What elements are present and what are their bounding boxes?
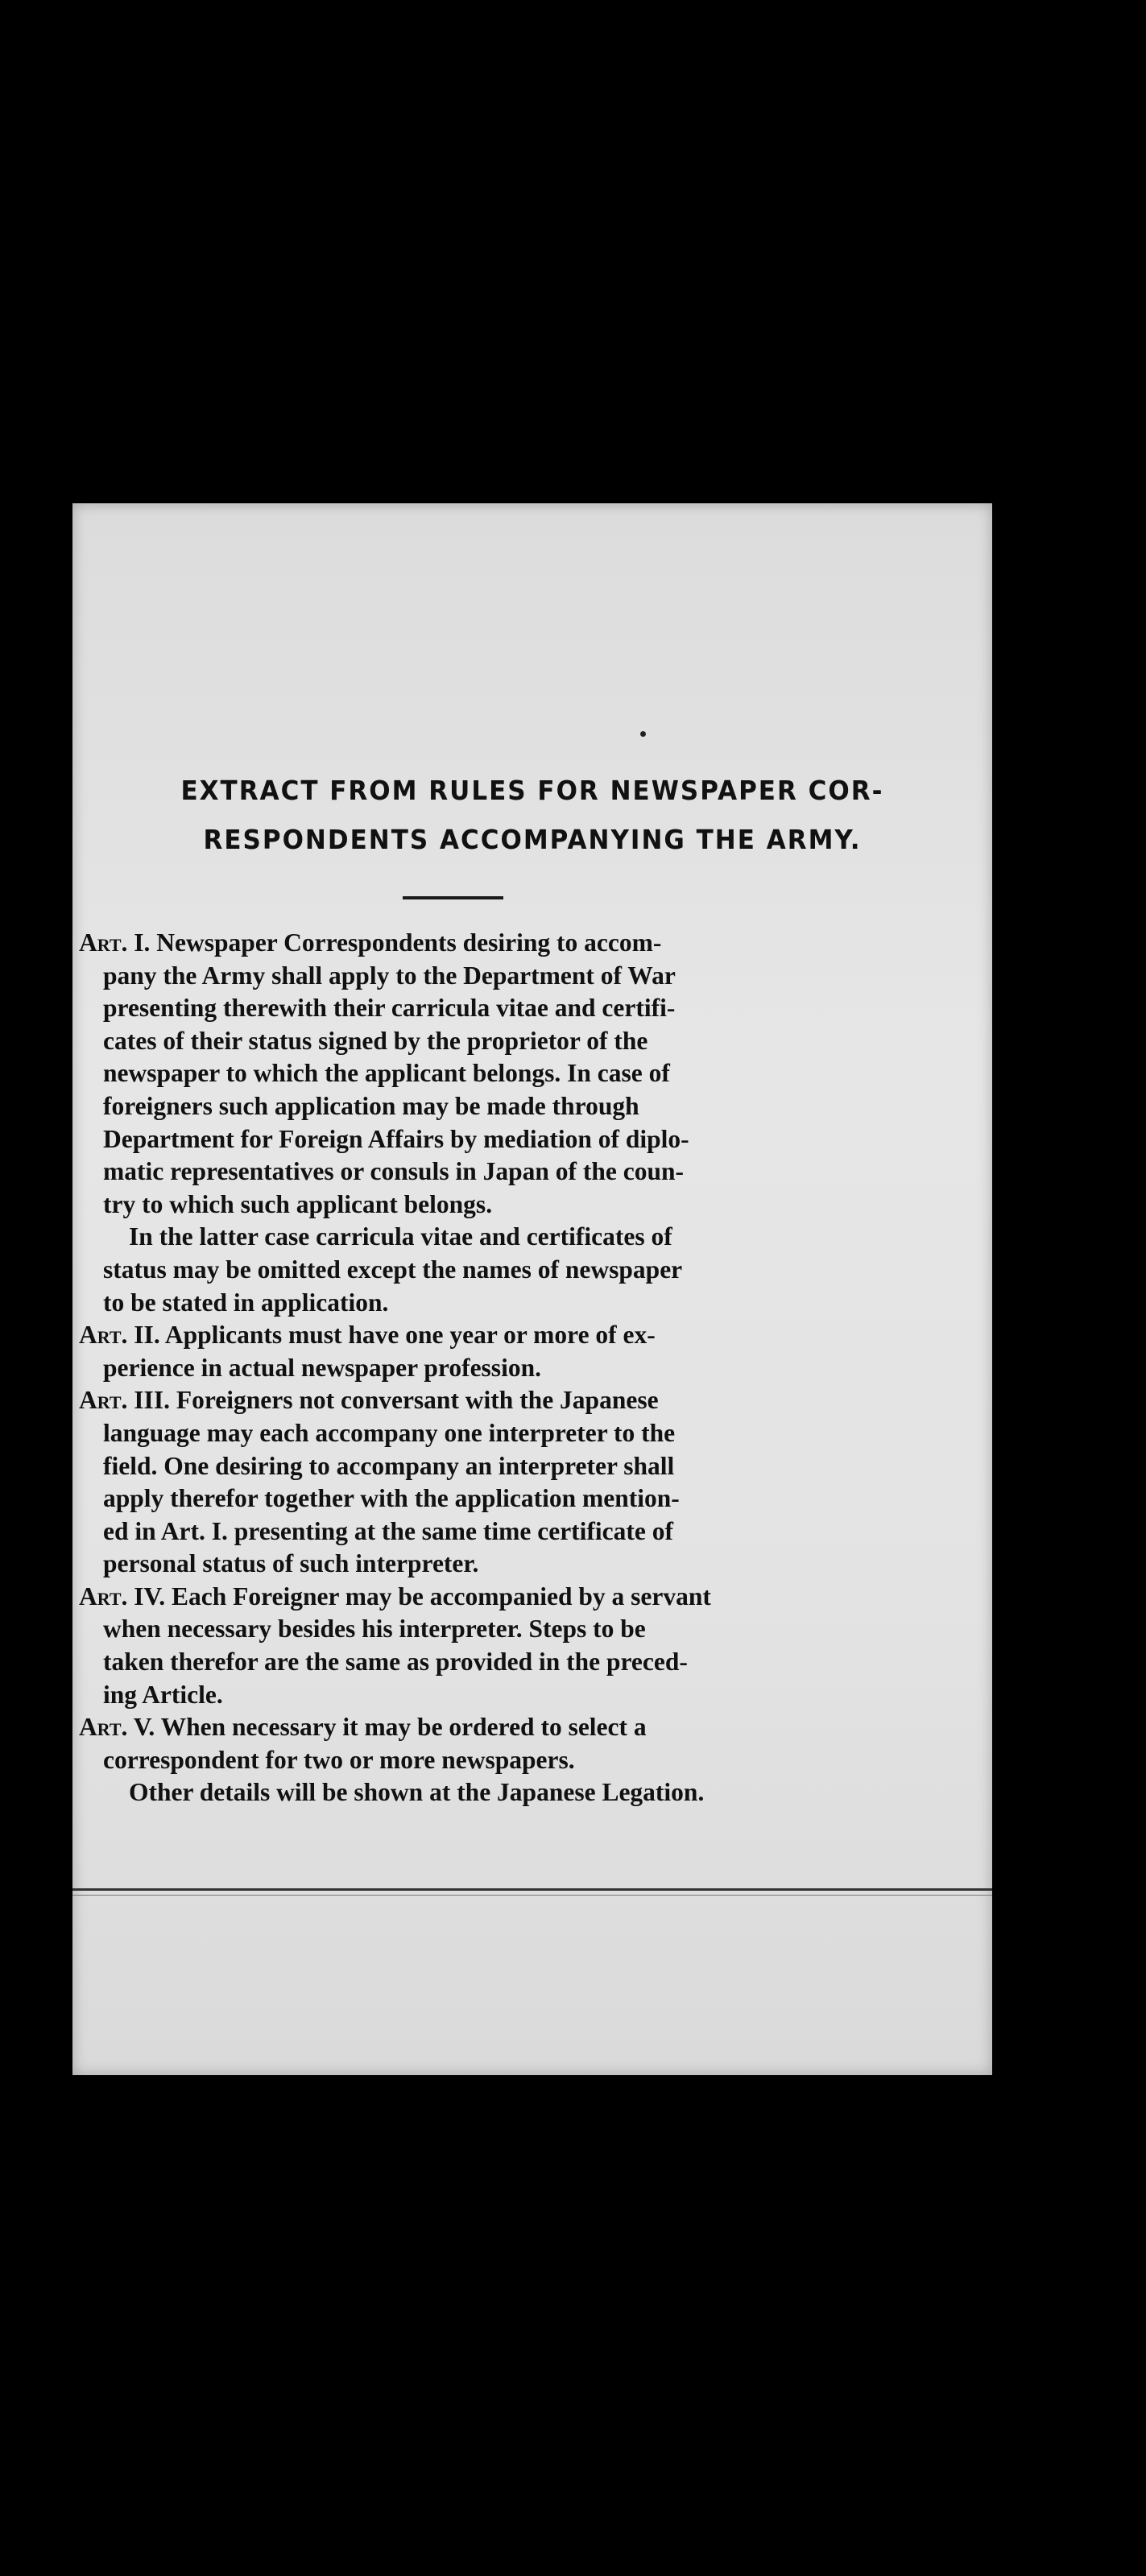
line-text: cates of their status signed by the proprietor of the <box>103 1026 648 1055</box>
article-prefix: Art. <box>79 1386 128 1415</box>
heading-divider <box>403 896 503 899</box>
heading-line-1: EXTRACT FROM RULES FOR NEWSPAPER COR- <box>180 775 884 807</box>
text-line <box>79 1123 900 1156</box>
line-text: language may each accompany one interpreter to the <box>103 1418 676 1447</box>
line-text: Other details will be shown at the Japanese Legation. <box>129 1778 705 1807</box>
line-text: Department for Foreign Affairs by mediation of diplo- <box>103 1124 689 1153</box>
line-text: when necessary besides his interpreter. Steps to be <box>103 1615 646 1644</box>
text-line <box>79 1254 900 1287</box>
line-text: In the latter case carricula vitae and certificates of <box>129 1222 672 1251</box>
text-line <box>79 1189 900 1222</box>
text-line <box>79 1417 900 1450</box>
article-prefix: Art. <box>79 1713 128 1742</box>
document-page <box>72 503 992 2075</box>
text-line <box>79 1581 900 1614</box>
line-text: to be stated in application. <box>103 1288 389 1317</box>
line-text: foreigners such application may be made through <box>103 1091 639 1120</box>
bottom-divider <box>72 1888 992 1891</box>
text-line <box>79 1384 900 1417</box>
text-line <box>79 992 900 1025</box>
line-text: III. Foreigners not conversant with the Japanese <box>127 1386 659 1415</box>
text-line <box>79 927 900 960</box>
heading-line-2: RESPONDENTS ACCOMPANYING THE ARMY. <box>203 825 862 856</box>
text-line <box>79 1515 900 1548</box>
line-text: try to which such applicant belongs. <box>103 1189 493 1218</box>
text-line <box>79 1482 900 1515</box>
article-prefix: Art. <box>79 928 128 957</box>
text-line <box>79 1057 900 1090</box>
text-line <box>79 1776 900 1809</box>
line-text: personal status of such interpreter. <box>103 1549 479 1578</box>
text-line <box>79 1679 900 1712</box>
text-line <box>79 1090 900 1123</box>
line-text: pany the Army shall apply to the Department of War <box>103 961 676 990</box>
text-line <box>79 1221 900 1254</box>
line-text: newspaper to which the applicant belongs. In case of <box>103 1059 670 1088</box>
line-text: matic representatives or consuls in Japan of the coun- <box>103 1157 684 1186</box>
line-text: status may be omitted except the names of newspaper <box>103 1255 683 1284</box>
text-line <box>79 1025 900 1058</box>
line-text: ed in Art. I. presenting at the same time certificate of <box>103 1516 673 1545</box>
line-text: I. Newspaper Correspondents desiring to accom- <box>127 928 662 957</box>
line-text: taken therefor are the same as provided in the preced- <box>103 1648 688 1677</box>
text-line <box>79 1319 900 1352</box>
text-line <box>79 1352 900 1385</box>
text-line <box>79 1613 900 1646</box>
line-text: ing Article. <box>103 1680 223 1709</box>
text-line <box>79 1744 900 1777</box>
line-text: field. One desiring to accompany an interpreter shall <box>103 1451 675 1480</box>
text-line <box>79 960 900 993</box>
text-line <box>79 1450 900 1483</box>
line-text: presenting therewith their carricula vitae and certifi- <box>103 994 676 1023</box>
line-text: correspondent for two or more newspapers. <box>103 1745 575 1774</box>
line-text: perience in actual newspaper profession. <box>103 1353 541 1382</box>
line-text: apply therefor together with the application mention- <box>103 1484 680 1513</box>
document-body <box>79 927 900 1809</box>
line-text: V. When necessary it may be ordered to select a <box>127 1713 647 1742</box>
bottom-divider-thin <box>72 1895 992 1896</box>
line-text: IV. Each Foreigner may be accompanied by a servant <box>127 1582 711 1611</box>
text-line <box>79 1711 900 1744</box>
text-line <box>79 1646 900 1679</box>
article-prefix: Art. <box>79 1321 128 1350</box>
text-line <box>79 1548 900 1581</box>
document-heading <box>72 767 992 865</box>
text-line <box>79 1287 900 1320</box>
article-prefix: Art. <box>79 1582 128 1611</box>
line-text: II. Applicants must have one year or more of ex- <box>127 1321 656 1350</box>
text-line <box>79 1156 900 1189</box>
ink-speck <box>640 731 646 737</box>
